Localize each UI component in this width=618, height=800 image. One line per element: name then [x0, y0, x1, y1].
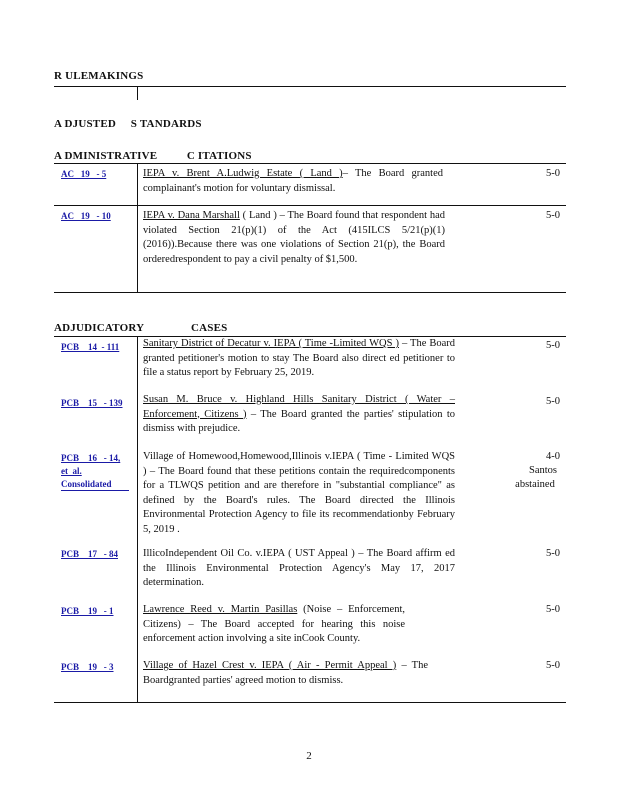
vote-count: 5-0 [546, 168, 560, 179]
case-text: (Noise – Enforcement, Citizens) – The Board accepted for hearing this noise enforcement action involving a site inCook County. [143, 604, 405, 644]
vote-count: 5-0 [546, 604, 560, 615]
vote-count: 5-0 [546, 660, 560, 671]
docket-link[interactable]: PCB 19 - 3 [61, 662, 114, 672]
case-text: – The Board granted the parties' stipulation to dismiss with prejudice. [143, 408, 456, 434]
case-text: – The Board granted complainant's motion for voluntary dismissal. [143, 168, 444, 194]
case-description: IllicoIndependent Oil Co. v.IEPA ( UST Appeal ) – The Board affirm ed the Illinois Environmental Protection Agency's May 17, 2017 determination. [143, 548, 455, 588]
case-description [143, 603, 405, 647]
vote-count: 5-0 [546, 548, 560, 559]
page-number: 2 [306, 750, 312, 762]
docket-link[interactable]: PCB 15 - 139 [61, 398, 123, 408]
case-description [143, 167, 443, 196]
rulemakings-divider [137, 87, 138, 100]
rulemakings-heading: R ULEMAKINGS [54, 70, 144, 82]
case-title: Susan M. Bruce v. Highland Hills Sanitary District ( Water – Enforcement, Citizens ) [143, 394, 455, 420]
vote-note: abstained [515, 479, 555, 490]
docket-link[interactable]: AC 19 - 5 [61, 169, 107, 179]
case-description [143, 209, 445, 267]
admin-top-rule [54, 163, 566, 164]
case-description [143, 337, 455, 381]
adjusted-standards-heading: A DJUSTED S TANDARDS [54, 118, 202, 130]
vote-note: Santos [528, 465, 557, 476]
docket-link[interactable]: PCB 17 - 84 [61, 549, 118, 559]
vote-count: 4-0 [546, 451, 560, 462]
docket-link[interactable]: AC 19 - 10 [61, 211, 111, 221]
docket-consolidated[interactable]: Consolidated [61, 479, 112, 489]
case-title: Sanitary District of Decatur v. IEPA ( Time -Limited WQS ) [143, 338, 399, 349]
adjudicatory-divider [137, 336, 138, 703]
adjudicatory-bottom-rule [54, 702, 566, 703]
case-title: Village of Hazel Crest v. IEPA ( Air - Permit Appeal ) [143, 660, 397, 671]
administrative-citations-heading: A DMINISTRATIVE C ITATIONS [54, 150, 252, 162]
case-description: Village of Homewood,Homewood,Illinois v.IEPA ( Time - Limited WQS ) – The Board found that these petitions contain the requiredcomponents for a TLWQS petition and are therefore in "substantial compliance" as defined by the Board's rules. The Board directed the Illinois Environmental Protection Agency to file its recommendationby February 5, 2019 . [143, 451, 455, 535]
admin-divider [137, 163, 138, 293]
case-title: IEPA v. Dana Marshall [143, 210, 240, 221]
docket-link[interactable]: PCB 16 - 14, [61, 453, 121, 463]
case-text: ( Land ) – The Board found that respondent had violated Section 21(p)(1) of the Act (415ILCS 5/21(p)(1) (2016)).Because there was one violations of Section 21(p), the Board orderedrespondent to pay a civil penalty of $1,500. [143, 210, 445, 265]
case-title: IEPA v. Brent A.Ludwig Estate ( Land ) [143, 168, 343, 179]
row-rule [54, 205, 566, 206]
rulemakings-rule [54, 86, 566, 87]
vote-count: 5-0 [546, 340, 560, 351]
case-description [143, 659, 428, 688]
case-description [143, 393, 455, 437]
case-text: – The Boardgranted parties' agreed motion to dismiss. [143, 660, 429, 686]
adjudicatory-cases-heading: ADJUDICATORY CASES [54, 322, 228, 334]
vote-count: 5-0 [546, 210, 560, 221]
vote-count: 5-0 [546, 396, 560, 407]
docket-link[interactable]: PCB 19 - 1 [61, 606, 114, 616]
consolidated-underline [61, 490, 129, 491]
case-text: – The Board granted petitioner's motion to stay The Board also direct ed petitioner to file a status report by February 25, 2019. [143, 338, 456, 378]
admin-bottom-rule [54, 292, 566, 293]
case-title: Lawrence Reed v. Martin Pasillas [143, 604, 298, 615]
docket-et-al[interactable]: et al. [61, 466, 82, 476]
docket-link[interactable]: PCB 14 - 111 [61, 342, 120, 352]
